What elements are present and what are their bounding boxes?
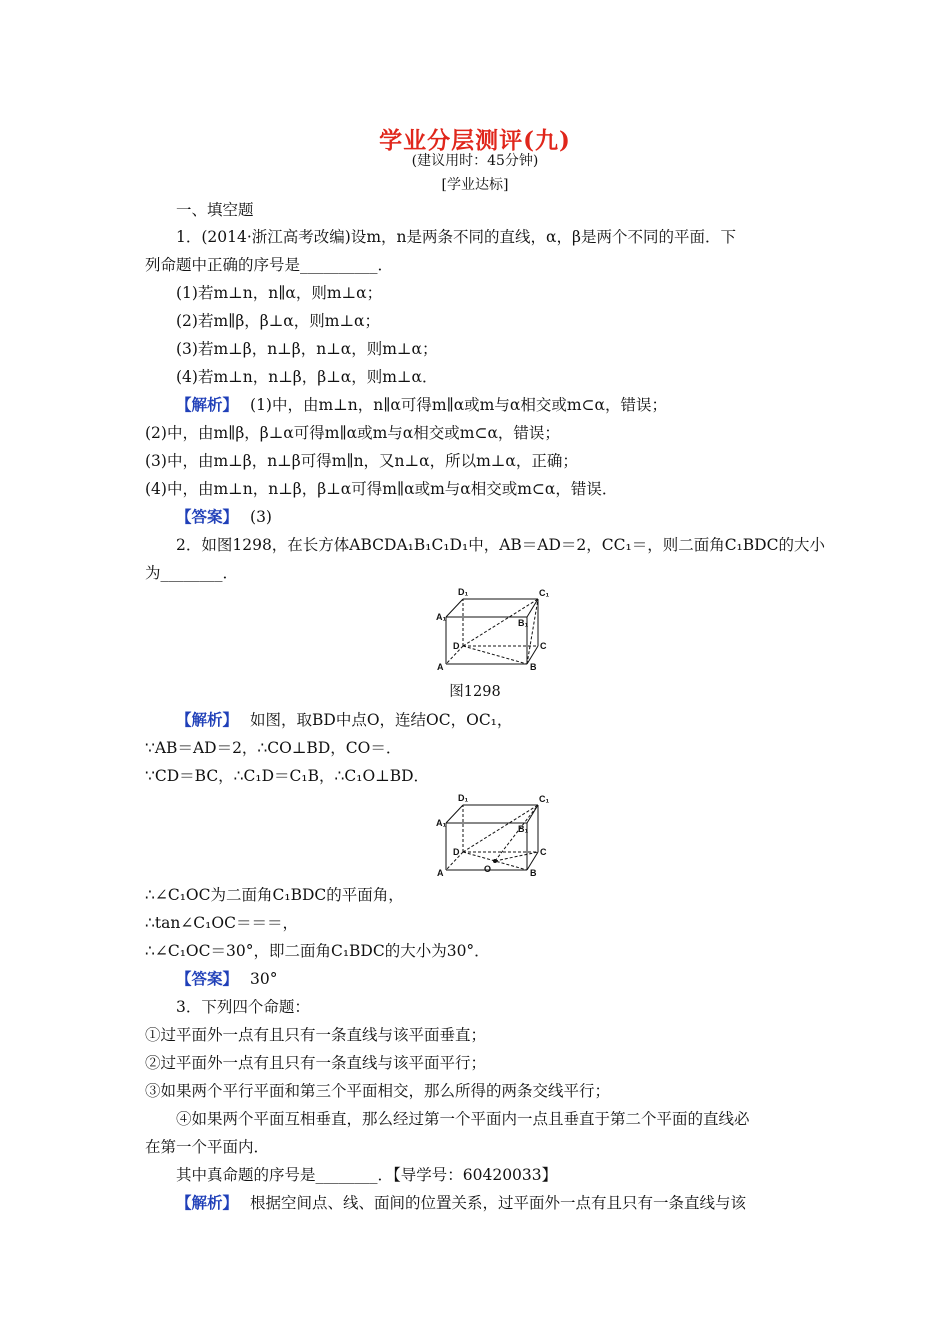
fig2-label-c: C [540,847,547,857]
q1-stem-a: 1．(2014·浙江高考改编)设m，n是两条不同的直线，α，β是两个不同的平面．下 [176,228,736,246]
q1-answer [176,507,846,527]
fig2-label-a1: A₁ [436,818,447,828]
fig1-label-c: C [540,641,547,651]
page-title: 学业分层测评(九) [379,127,571,154]
q2-analysis-1 [176,710,846,730]
fig1-label-b: B [530,662,537,672]
analysis-text: (1)中，由m⊥n，n∥α可得m∥α或m与α相交或m⊂α，错误； [250,396,667,414]
q2-stem-a: 2．如图1298，在长方体ABCDA₁B₁C₁D₁中，AB＝AD＝2，CC₁＝，则二面角C₁BDC的大小 [176,536,825,554]
answer-text: 30° [250,970,278,988]
part-heading: 一、填空题 [176,201,254,219]
fig2-label-b: B [530,868,537,878]
fig2-label-o: O [484,864,492,874]
answer-tag: 【答案】 [176,507,239,526]
q1-analysis-4: (4)中，由m⊥n，n⊥β，β⊥α可得m∥α或m与α相交或m⊂α，错误． [145,480,618,498]
cuboid-figure-1 [436,586,554,672]
fig2-label-a: A [437,868,444,878]
q3-proposition-4b: 在第一个平面内． [145,1138,270,1156]
q2-analysis-6: ∴∠C₁OC＝30°，即二面角C₁BDC的大小为30°． [145,942,490,960]
section-label: [学业达标] [441,177,509,193]
q1-option-1: (1)若m⊥n，n∥α，则m⊥α； [176,284,383,302]
q1-analysis-3: (3)中，由m⊥β，n⊥β可得m∥n，又n⊥α，所以m⊥α，正确； [145,452,578,470]
fig1-label-d: D [453,641,460,651]
analysis-text: 根据空间点、线、面间的位置关系，过平面外一点有且只有一条直线与该 [250,1194,747,1212]
fig1-label-c1: C₁ [539,588,550,598]
fig2-label-c1: C₁ [539,794,550,804]
analysis-tag: 【解析】 [176,710,239,729]
q2-analysis-3: ∵CD＝BC，∴C₁D＝C₁B，∴C₁O⊥BD． [145,767,430,785]
analysis-text: 如图，取BD中点O，连结OC，OC₁， [250,711,513,729]
cuboid-figure-2 [436,792,554,878]
q1-analysis-1 [176,395,846,415]
q1-option-4: (4)若m⊥n，n⊥β，β⊥α，则m⊥α． [176,368,438,386]
q1-analysis-2: (2)中，由m∥β，β⊥α可得m∥α或m与α相交或m⊂α，错误； [145,424,560,442]
q3-proposition-2: ②过平面外一点有且只有一条直线与该平面平行； [145,1054,487,1072]
answer-text: (3) [250,508,272,526]
fig1-label-a1: A₁ [436,612,447,622]
q2-analysis-2: ∵AB＝AD＝2，∴CO⊥BD，CO＝． [145,739,402,757]
time-note: (建议用时：45分钟) [411,153,539,169]
q2-stem-b: 为________． [145,564,239,582]
q2-analysis-5: ∴tan∠C₁OC＝＝＝， [145,914,298,932]
analysis-tag: 【解析】 [176,395,239,414]
fig2-label-d1: D₁ [458,793,469,803]
fig2-label-b1: B₁ [518,824,529,834]
fig1-label-d1: D₁ [458,587,469,597]
q1-stem-b: 列命题中正确的序号是__________． [145,256,394,274]
fig2-label-d: D [453,847,460,857]
analysis-tag: 【解析】 [176,1193,239,1212]
q3-question: 其中真命题的序号是________．【导学号：60420033】 [176,1166,558,1184]
q2-answer [176,969,846,989]
fig1-label-a: A [437,662,444,672]
q3-analysis-1 [176,1193,846,1213]
q1-option-2: (2)若m∥β，β⊥α，则m⊥α； [176,312,381,330]
figure-caption: 图1298 [449,684,501,700]
q3-proposition-3: ③如果两个平行平面和第三个平面相交，那么所得的两条交线平行； [145,1082,611,1100]
fig1-label-b1: B₁ [518,618,529,628]
q1-option-3: (3)若m⊥β，n⊥β，n⊥α，则m⊥α； [176,340,438,358]
q2-analysis-4: ∴∠C₁OC为二面角C₁BDC的平面角， [145,886,404,904]
q3-proposition-4a: ④如果两个平面互相垂直，那么经过第一个平面内一点且垂直于第二个平面的直线必 [176,1110,750,1128]
q3-proposition-1: ①过平面外一点有且只有一条直线与该平面垂直； [145,1026,487,1044]
answer-tag: 【答案】 [176,969,239,988]
q3-stem: 3．下列四个命题： [176,998,310,1016]
